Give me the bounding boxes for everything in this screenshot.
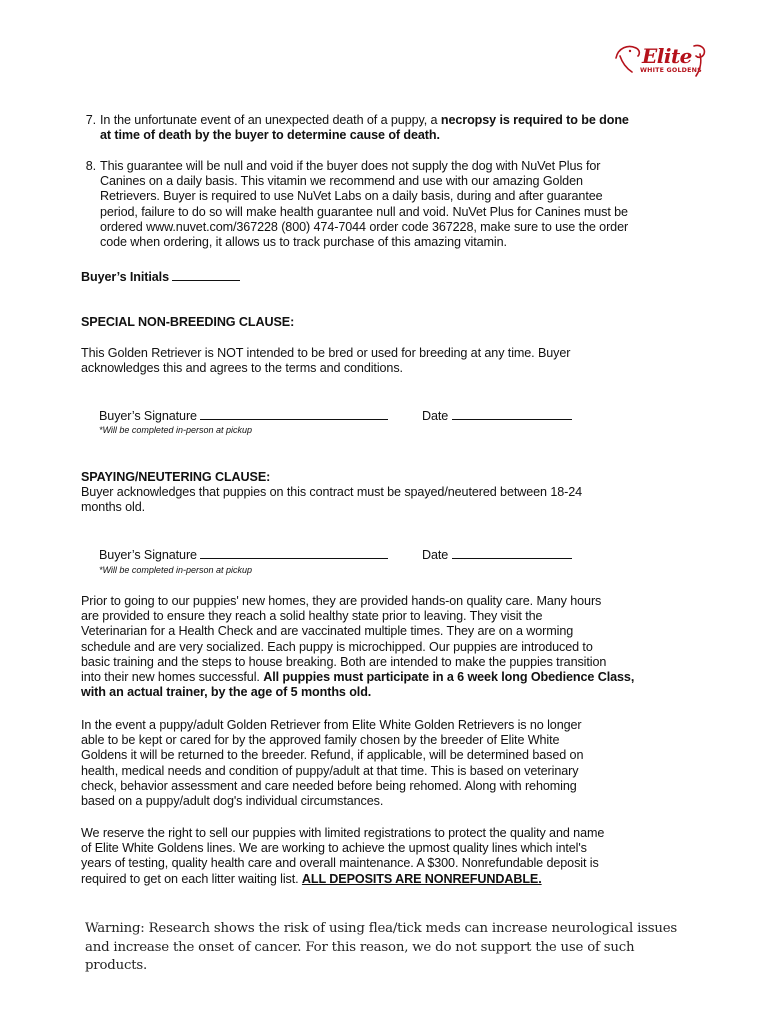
spaying-text: Buyer acknowledges that puppies on this contract must be spayed/neutered between 18-24 months old. — [81, 485, 583, 515]
rights-paragraph: We reserve the right to sell our puppies with limited registrations to protect the quality and name of Elite White Goldens lines. We are working to achieve the upmost quality lines which intel's years of testing, quality health care and overall maintenance. A $300. Nonrefundable deposit is required to get on each litter waiting list. ALL DEPOSITS ARE NONREFUNDABLE. — [81, 826, 605, 886]
non-breeding-text: This Golden Retriever is NOT intended to be bred or used for breeding at any time. Buyer acknowledges this and agrees to the terms and conditions. — [81, 346, 571, 376]
pickup-note: *Will be completed in-person at pickup — [99, 565, 252, 575]
care-paragraph: Prior to going to our puppies' new homes, they are provided hands-on quality care. Many hours are provided to ensure they reach a solid healthy state prior to leaving. They visit the Veterinarian for a Health Check and are vaccinated multiple times. They are on a worming schedule and are very socialized. Each puppy is microchipped. Our puppies are introduced to basic training and the steps to house breaking. Both are intended to make the puppies transition into their new homes successful. All puppies must participate in a 6 week long Obedience Class, with an actual trainer, by the age of 5 months old. — [81, 594, 635, 700]
logo-subtitle: WHITE GOLDENS — [640, 67, 702, 74]
spaying-heading: SPAYING/NEUTERING CLAUSE: — [81, 470, 271, 484]
signature-field[interactable] — [200, 547, 388, 559]
date-label: Date — [422, 548, 449, 562]
item-7-number: 7. — [85, 113, 96, 127]
logo-title: Elite — [642, 44, 692, 68]
item-8-line: code when ordering, it allows us to track purchase of this amazing vitamin. — [100, 235, 507, 250]
item-7-text — [100, 113, 700, 143]
signature-label: Buyer’s Signature — [99, 409, 197, 423]
pickup-note: *Will be completed in-person at pickup — [99, 425, 252, 435]
warning-note: Warning: Research shows the risk of using flea/tick meds can increase neurological issues and increase the onset of cancer. For this reason, we do not support the use of such products. — [85, 921, 678, 973]
item-8-number: 8. — [85, 159, 96, 173]
rehome-paragraph: In the event a puppy/adult Golden Retriever from Elite White Golden Retrievers is no longer able to be kept or cared for by the approved family chosen by the breeder of Elite White Goldens it will be returned to the breeder. Refund, if applicable, will be determined based on health, medical needs and condition of puppy/adult at that time. This is based on veterinary check, behavior assessment and care needed before being rehomed. Along with rehoming based on a puppy/adult dog's individual circumstances. — [81, 718, 584, 809]
item-8-line: Canines on a daily basis. This vitamin we recommend and use with our amazing Golden — [100, 174, 583, 189]
non-breeding-signature — [99, 408, 388, 424]
date-field[interactable] — [452, 547, 572, 559]
nonrefundable-notice: ALL DEPOSITS ARE NONREFUNDABLE. — [301, 871, 542, 886]
signature-label: Buyer’s Signature — [99, 548, 197, 562]
non-breeding-heading: SPECIAL NON-BREEDING CLAUSE: — [81, 315, 295, 329]
signature-field[interactable] — [200, 408, 388, 420]
item-7-line-2: at time of death by the buyer to determine cause of death. — [100, 128, 440, 143]
item-8-text — [100, 159, 700, 250]
item-8-line: This guarantee will be null and void if the buyer does not supply the dog with NuVet Plus for — [100, 159, 601, 173]
spaying-signature — [99, 547, 388, 563]
item-8-line: Retrievers. Buyer is required to use NuVet Labs on a daily basis, during and after guarantee — [100, 189, 603, 204]
date-label: Date — [422, 409, 449, 423]
buyer-initials — [81, 269, 240, 285]
spaying-date — [422, 547, 572, 563]
item-7-line-1: In the unfortunate event of an unexpected death of a puppy, a necropsy is required to be done — [100, 113, 629, 127]
item-8-line: period, failure to do so will make health guarantee null and void. NuVet Plus for Canines must be — [100, 204, 628, 219]
date-field[interactable] — [452, 408, 572, 420]
non-breeding-date — [422, 408, 572, 424]
buyer-initials-label: Buyer’s Initials — [81, 270, 169, 284]
item-8-line: ordered www.nuvet.com/367228 (800) 474-7044 order code 367228, make sure to use the order — [100, 219, 629, 234]
buyer-initials-field[interactable] — [172, 269, 240, 281]
elite-white-goldens-logo — [610, 36, 710, 84]
